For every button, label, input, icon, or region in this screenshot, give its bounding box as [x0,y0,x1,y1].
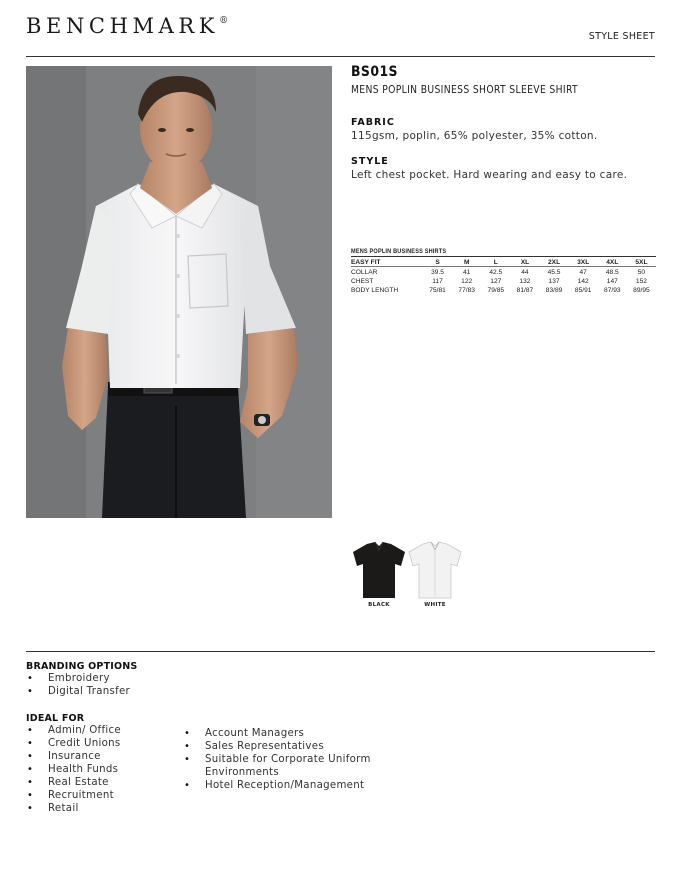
branding-heading: BRANDING OPTIONS [26,661,138,672]
size-header-cell: EASY FIT [351,257,423,267]
size-cell: BODY LENGTH [351,287,399,295]
ideal-for-list-1 [26,724,121,815]
branding-options [26,661,137,698]
fabric-heading: FABRIC [351,117,395,128]
size-cell: 89/95 [633,287,650,295]
list-item: • Sales Representatives [183,740,383,753]
size-cell: 87/93 [604,287,621,295]
swatch-label-white: WHITE [424,602,446,608]
size-header-cell: M [452,257,481,267]
size-cell: 39.5 [431,268,444,276]
size-cell: 152 [635,277,647,285]
header-divider [26,56,655,57]
list-item: • Hotel Reception/Management [183,779,383,792]
size-cell: COLLAR [351,268,378,276]
size-chart-caption: MENS POPLIN BUSINESS SHIRTS [351,248,447,255]
size-cell: CHEST [351,277,374,285]
list-item: • Suitable for Corporate Uniform Environments [183,753,383,779]
size-cell: 47 [579,268,587,276]
sheet-label: STYLE SHEET [588,31,655,42]
style-text: Left chest pocket. Hard wearing and easy to care. [351,169,628,181]
ideal-for-list-2 [183,727,383,792]
size-header-cell: S [423,257,452,267]
list-item: • Insurance [26,750,121,763]
white-shirt-icon [407,540,463,600]
size-cell: 50 [637,268,646,276]
size-cell: 79/85 [487,287,505,295]
size-cell: 127 [490,277,502,285]
size-cell: 142 [577,277,589,285]
size-cell: 132 [519,277,531,285]
size-row-body-length [351,286,656,295]
fabric-text: 115gsm, poplin, 65% polyester, 35% cotton. [351,130,598,142]
size-cell: 45.5 [547,268,561,276]
size-cell: 75/81 [429,287,446,295]
size-cell: 117 [432,277,443,285]
size-cell: 122 [461,277,473,285]
model-illustration [26,66,332,518]
size-row-chest [351,276,656,285]
product-name: MENS POPLIN BUSINESS SHORT SLEEVE SHIRT [351,83,579,96]
size-cell: 48.5 [605,268,619,276]
brand-logo [26,14,228,38]
size-cell: 44 [521,268,529,276]
list-item: • Real Estate [26,776,121,789]
size-cell: 83/89 [545,287,563,295]
ideal-for-col2 [183,727,383,792]
size-header-cell: 2XL [540,257,569,267]
size-cell: 85/91 [574,287,592,295]
list-item: • Admin/ Office [26,724,121,737]
size-header-cell: 5XL [627,257,656,267]
size-header-cell: XL [510,257,539,267]
size-cell: 137 [548,277,560,285]
list-item: • Credit Unions [26,737,121,750]
style-section [351,156,627,181]
list-item: • Retail [26,802,121,815]
swatch-white[interactable] [406,540,464,608]
swatch-label-black: BLACK [368,602,390,608]
size-cell: 81/87 [516,287,534,295]
size-header-row [351,257,656,267]
list-item: • Digital Transfer [26,685,137,698]
size-header-cell: 4XL [598,257,627,267]
black-shirt-icon [351,540,407,600]
size-cell: 147 [606,277,618,285]
list-item: • Embroidery [26,672,137,685]
swatch-black[interactable] [350,540,408,608]
ideal-for-heading: IDEAL FOR [26,713,85,724]
size-header-cell: 3XL [569,257,598,267]
style-heading: STYLE [351,156,389,167]
size-table [351,256,656,295]
ideal-for [26,713,121,815]
list-item: • Account Managers [183,727,383,740]
size-header-cell: L [481,257,510,267]
list-item: • Recruitment [26,789,121,802]
fabric-section [351,117,598,142]
size-cell: 42.5 [489,268,503,276]
branding-list [26,672,137,698]
size-cell: 77/83 [458,287,475,295]
size-row-collar [351,267,656,277]
section-divider [26,651,655,652]
product-code: BS01S [351,64,398,80]
product-header [351,64,655,96]
product-photo [26,66,332,518]
list-item: • Health Funds [26,763,121,776]
brand-name: BENCHMARK [26,14,220,38]
size-chart [351,248,656,295]
registered-mark: ® [219,16,229,26]
size-cell: 41 [463,268,471,276]
colour-swatches [350,540,462,612]
